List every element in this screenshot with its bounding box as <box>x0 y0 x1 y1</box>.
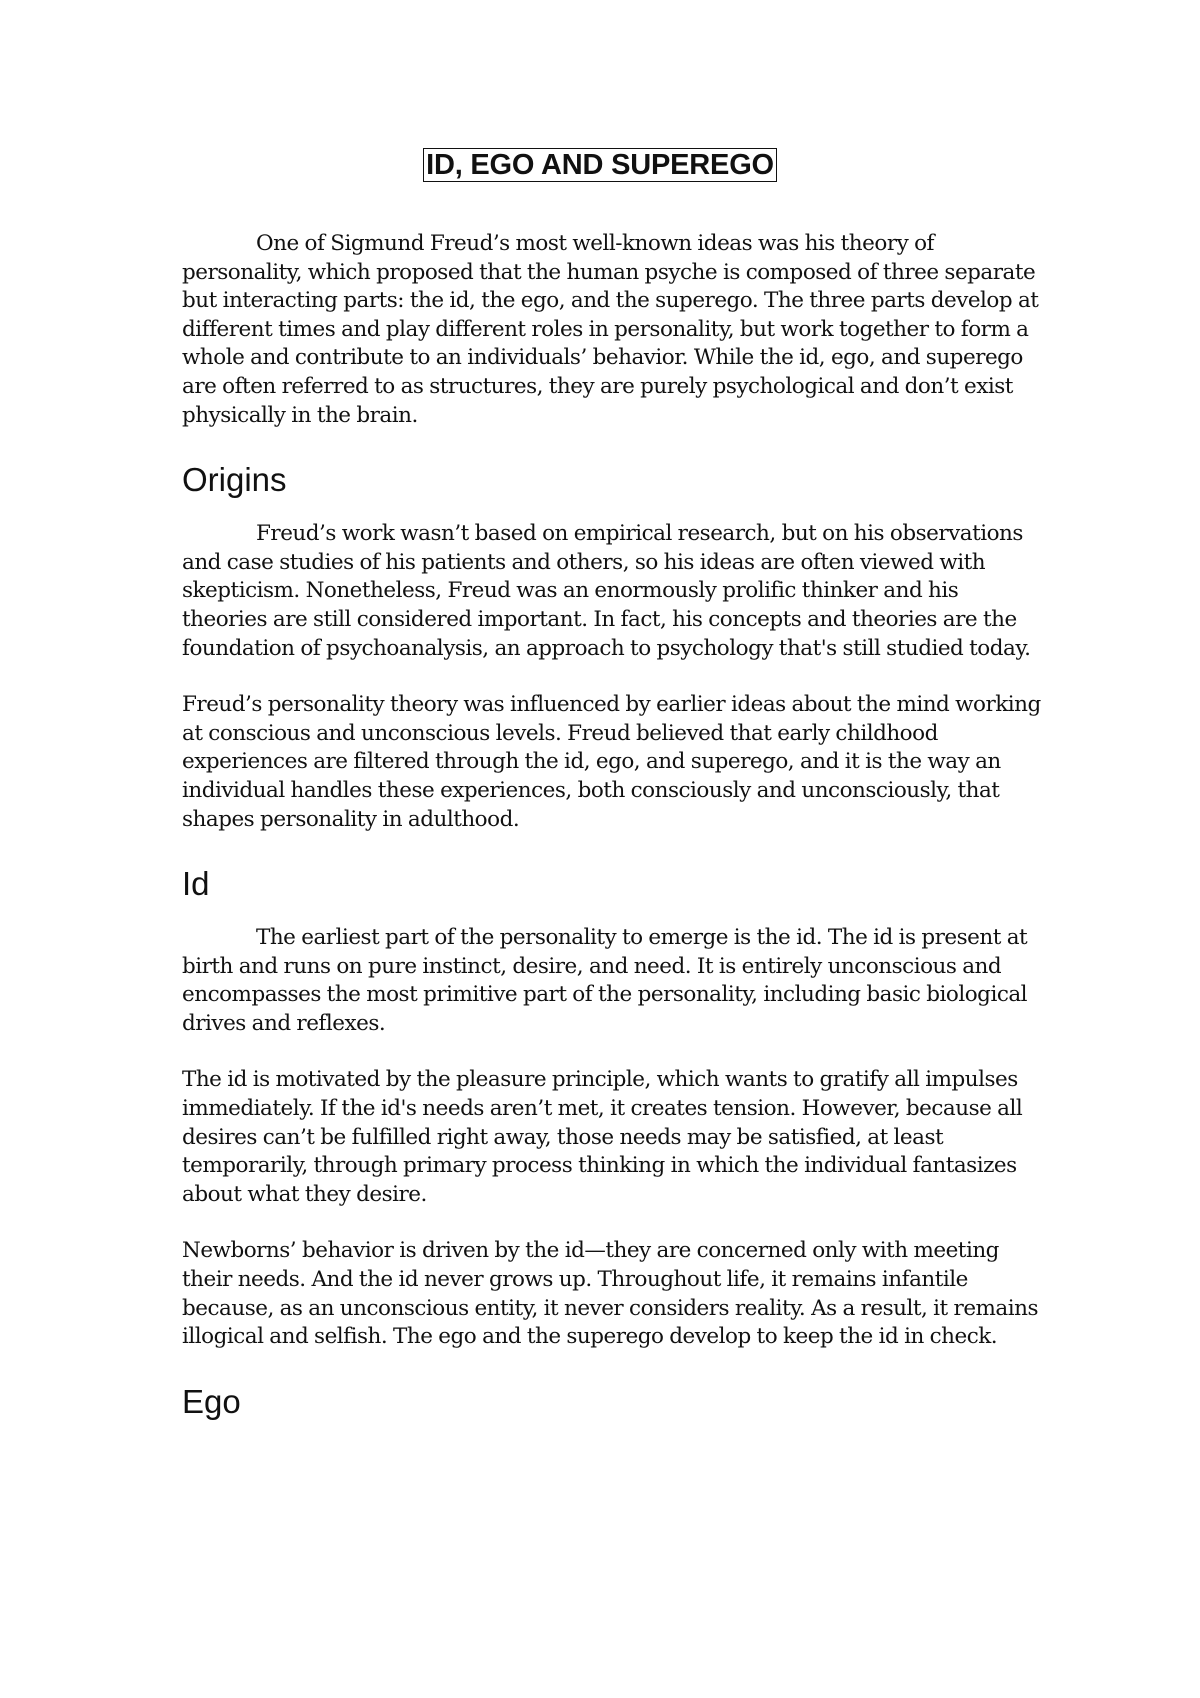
heading-ego: Ego <box>182 1382 241 1420</box>
title-container <box>0 148 1200 182</box>
page-title: ID, EGO AND SUPEREGO <box>423 148 777 182</box>
intro-paragraph: One of Sigmund Freud’s most well-known ideas was his theory of personality, which proposed that the human psyche is composed of three separate but interacting parts: the id, the ego, and the superego. The three parts develop at different times and play different roles in personality, but work together to form a whole and contribute to an individuals’ behavior. While the id, ego, and superego are often referred to as structures, they are purely psychological and don’t exist physically in the brain. <box>182 231 1039 428</box>
heading-origins: Origins <box>182 461 287 499</box>
id-paragraph-2: The id is motivated by the pleasure principle, which wants to gratify all impulses immediately. If the id's needs aren’t met, it creates tension. However, because all desires can’t be fulfilled right away, those needs may be satisfied, at least temporarily, through primary process thinking in which the individual fantasizes about what they desire. <box>182 1067 1023 1207</box>
heading-id: Id <box>182 865 210 903</box>
document-body <box>182 230 1042 1422</box>
id-paragraph-3: Newborns’ behavior is driven by the id—they are concerned only with meeting their needs. And the id never grows up. Throughout life, it remains infantile because, as an unconscious entity, it never considers reality. As a result, it remains illogical and selfish. The ego and the superego develop to keep the id in check. <box>182 1238 1038 1350</box>
origins-paragraph-2: Freud’s personality theory was influenced by earlier ideas about the mind working at conscious and unconscious levels. Freud believed that early childhood experiences are filtered through the id, ego, and superego, and it is the way an individual handles these experiences, both consciously and unconsciously, that shapes personality in adulthood. <box>182 692 1041 832</box>
origins-paragraph-1: Freud’s work wasn’t based on empirical research, but on his observations and case studies of his patients and others, so his ideas are often viewed with skepticism. Nonetheless, Freud was an enormously prolific thinker and his theories are still considered important. In fact, his concepts and theories are the foundation of psychoanalysis, an approach to psychology that's still studied today. <box>182 521 1031 661</box>
id-paragraph-1: The earliest part of the personality to emerge is the id. The id is present at birth and runs on pure instinct, desire, and need. It is entirely unconscious and encompasses the most primitive part of the personality, including basic biological drives and reflexes. <box>182 925 1028 1036</box>
